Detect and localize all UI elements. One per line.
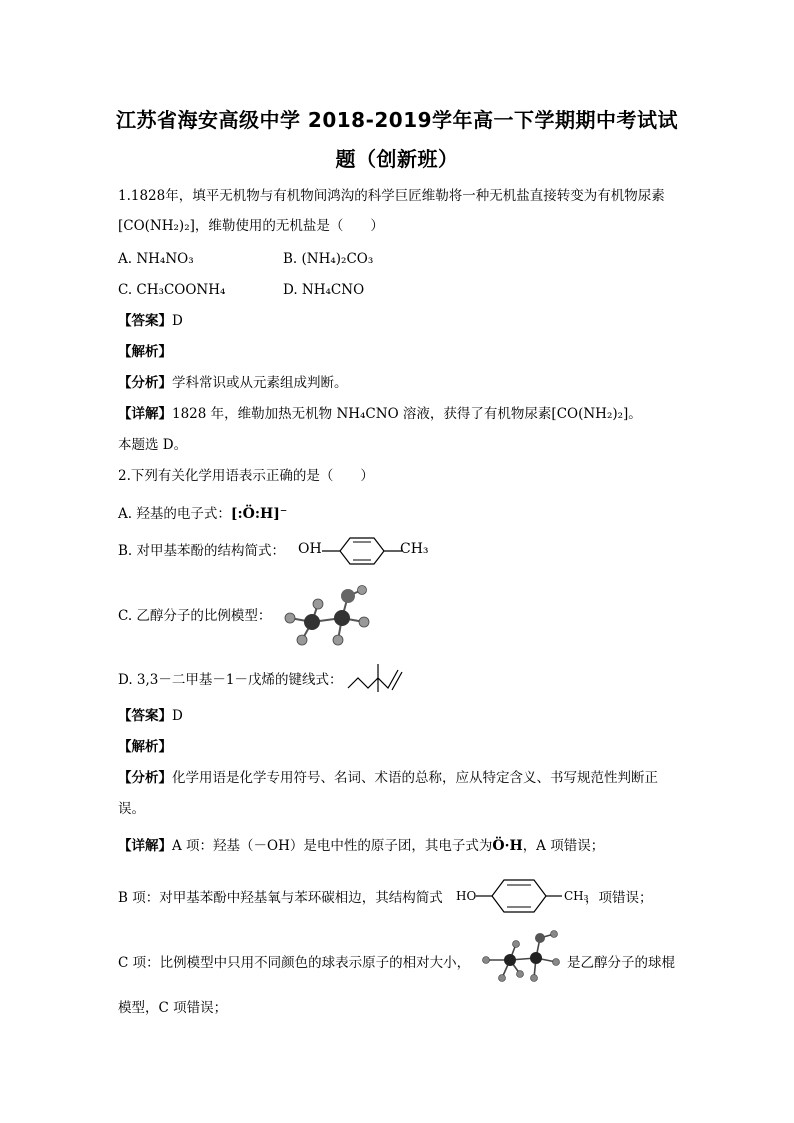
- q2-option-d-text: D. 3,3－二甲基－1－戊烯的键线式：: [118, 672, 343, 688]
- q2-xiangjie-b-text: B 项：对甲基苯酚中羟基氧与苯环碳相边，其结构简式: [118, 890, 443, 906]
- page-title-line2: 题（创新班）: [335, 147, 459, 171]
- p-cresol-ch3-label-2: CH₃: [564, 889, 589, 903]
- q1-fenxi-label: 【分析】: [118, 375, 172, 391]
- q2-xiangjie-c-line2: 模型，C 项错误；: [118, 1000, 228, 1016]
- q2-xiangjie-c: [118, 955, 470, 971]
- q2-fenxi-line2: 误。: [118, 801, 145, 817]
- q1-answer: [118, 313, 183, 329]
- q1-fenxi: [118, 375, 348, 391]
- q1-answer-label: 【答案】: [118, 313, 172, 329]
- q2-option-d: [118, 672, 342, 688]
- q2-option-a: [118, 506, 287, 523]
- p-cresol-ho-label: HO: [456, 889, 477, 903]
- benzene-ring-icon: [318, 535, 408, 567]
- ethanol-ball-stick-model-icon: [272, 580, 377, 652]
- q1-answer-value: D: [172, 313, 183, 329]
- q2-option-b: [118, 543, 285, 559]
- q1-analysis-heading: 【解析】: [118, 344, 172, 360]
- q2-option-a-text: A. 羟基的电子式：: [118, 506, 231, 522]
- hydroxyl-electron-formula-2: Ö·H: [492, 838, 523, 854]
- q2-fenxi-line1: [118, 770, 658, 786]
- q1-xiangjie: [118, 406, 642, 422]
- p-cresol-structure: [296, 535, 436, 567]
- p-cresol-ch3-label: CH₃: [400, 541, 429, 557]
- q2-option-c-text: C. 乙醇分子的比例模型：: [118, 608, 272, 624]
- q2-answer-value: D: [172, 708, 183, 724]
- q1-xiangjie-label: 【详解】: [118, 406, 172, 422]
- q2-xiangjie-a: [118, 838, 604, 855]
- q2-xiangjie-a-text: A 项：羟基（－OH）是电中性的原子团，其电子式为: [172, 838, 493, 854]
- q2-xiangjie-c-text: C 项：比例模型中只用不同颜色的球表示原子的相对大小，: [118, 955, 471, 971]
- q1-fenxi-text: 学科常识或从元素组成判断。: [172, 375, 348, 391]
- p-cresol-oh-label: OH: [298, 541, 322, 557]
- q1-stem-line1: 1.1828年，填平无机物与有机物间鸿沟的科学巨匠维勒将一种无机盐直接转变为有机物尿素: [118, 188, 665, 204]
- q2-stem: 2.下列有关化学用语表示正确的是（ ）: [118, 468, 374, 484]
- page-title: 江苏省海安高级中学 2018-2019学年高一下学期期中考试试: [115, 108, 679, 132]
- q1-stem-line2: [CO(NH₂)₂]，维勒使用的无机盐是（ ）: [118, 218, 384, 234]
- q2-xiangjie-b: [118, 890, 443, 906]
- q2-fenxi-text: 化学用语是化学专用符号、名词、术语的总称，应从特定含义、书写规范性判断正: [172, 770, 658, 786]
- benzene-ring-icon-2: [476, 876, 564, 916]
- q1-xiangjie-text: 1828 年，维勒加热无机物 NH₄CNO 溶液，获得了有机物尿素[CO(NH₂)₂]。: [172, 406, 642, 422]
- q2-answer-label: 【答案】: [118, 708, 172, 724]
- q1-option-b: B. (NH₄)₂CO₃: [283, 251, 374, 267]
- hydroxyl-electron-formula: [:Ö:H]⁻: [230, 506, 288, 522]
- q1-option-a: A. NH₄NO₃: [118, 251, 194, 267]
- q2-xiangjie-label: 【详解】: [118, 838, 172, 854]
- q2-xiangjie-c-post: 是乙醇分子的球棍: [567, 955, 675, 971]
- q2-xiangjie-a-post: ，A 项错误；: [522, 838, 605, 854]
- q2-analysis-heading: 【解析】: [118, 739, 172, 755]
- ethanol-ball-stick-model-icon-2: [478, 928, 566, 988]
- q2-option-b-text: B. 对甲基苯酚的结构简式：: [118, 543, 286, 559]
- q2-answer: [118, 708, 183, 724]
- q1-conclusion: 本题选 D。: [118, 437, 188, 453]
- q1-option-d: D. NH₄CNO: [283, 282, 365, 298]
- q2-xiangjie-b-post: ，项错误；: [585, 890, 653, 906]
- q2-option-c: [118, 608, 271, 624]
- q1-option-c: C. CH₃COONH₄: [118, 282, 226, 298]
- skeletal-formula-icon: [346, 662, 408, 696]
- q2-fenxi-label: 【分析】: [118, 770, 172, 786]
